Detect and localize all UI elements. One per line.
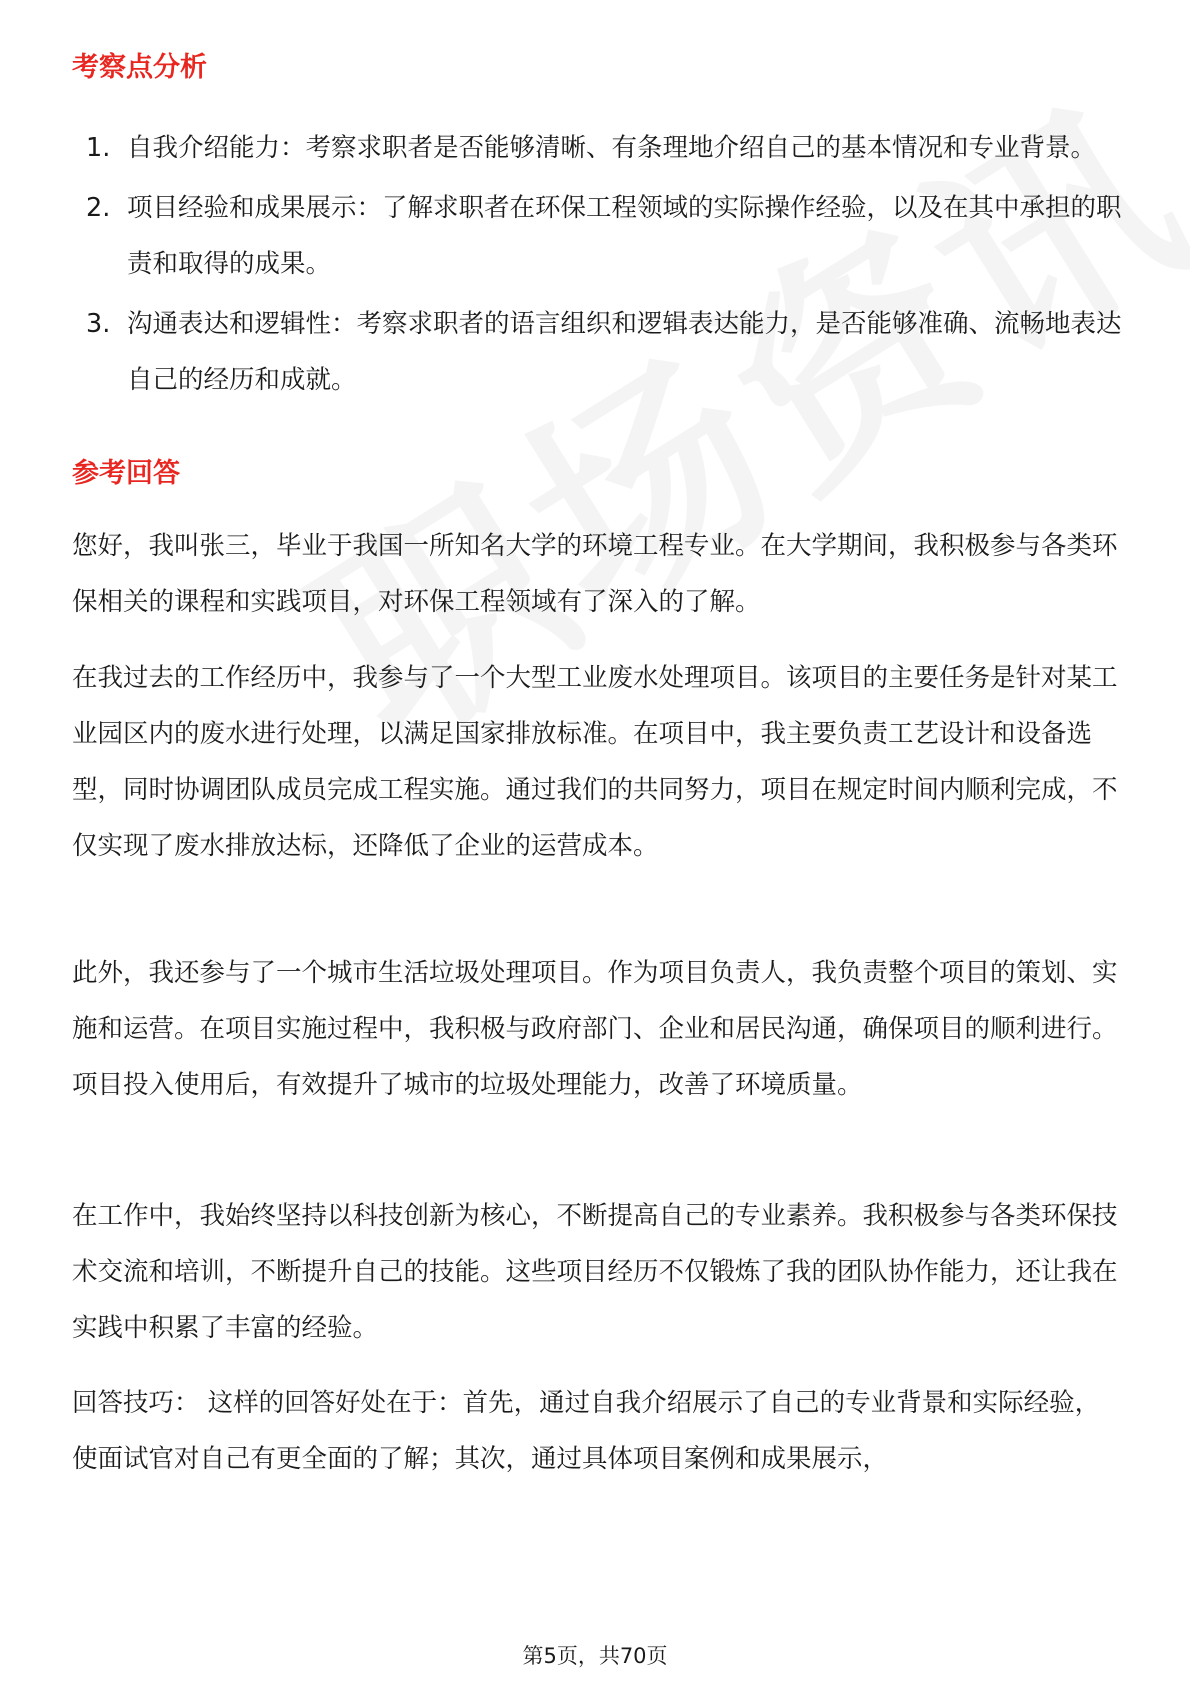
list-item xyxy=(72,296,1122,408)
list-item xyxy=(72,180,1122,292)
list-item-number: 1. xyxy=(86,133,111,163)
list-item-number: 3. xyxy=(86,309,111,339)
paragraph: 在工作中，我始终坚持以科技创新为核心，不断提高自己的专业素养。我积极参与各类环保技术交流和培训，不断提升自己的技能。这些项目经历不仅锻炼了我的团队协作能力，还让我在实践中积累了丰富的经验。 xyxy=(72,1201,1118,1343)
section-title-reference: 参考回答 xyxy=(72,458,180,489)
page-number-footer: 第5页，共70页 xyxy=(522,1644,668,1668)
paragraph: 此外，我还参与了一个城市生活垃圾处理项目。作为项目负责人，我负责整个项目的策划、实施和运营。在项目实施过程中，我积极与政府部门、企业和居民沟通，确保项目的顺利进行。项目投入使用后，有效提升了城市的垃圾处理能力，改善了环境质量。 xyxy=(72,958,1118,1100)
list-item xyxy=(72,120,1122,176)
paragraph: 在我过去的工作经历中，我参与了一个大型工业废水处理项目。该项目的主要任务是针对某工业园区内的废水进行处理，以满足国家排放标准。在项目中，我主要负责工艺设计和设备选型，同时协调团队成员完成工程实施。通过我们的共同努力，项目在规定时间内顺利完成，不仅实现了废水排放达标，还降低了企业的运营成本。 xyxy=(72,663,1118,861)
list-item-text: 自我介绍能力：考察求职者是否能够清晰、有条理地介绍自己的基本情况和专业背景。 xyxy=(127,133,1097,163)
section-title-analysis: 考察点分析 xyxy=(72,52,207,83)
paragraph: 回答技巧： 这样的回答好处在于：首先，通过自我介绍展示了自己的专业背景和实际经验，使面试官对自己有更全面的了解；其次，通过具体项目案例和成果展示， xyxy=(72,1388,1101,1474)
analysis-points-list xyxy=(72,120,1122,412)
list-item-text: 项目经验和成果展示：了解求职者在环保工程领域的实际操作经验，以及在其中承担的职责和取得的成果。 xyxy=(127,193,1122,279)
list-item-text: 沟通表达和逻辑性：考察求职者的语言组织和逻辑表达能力，是否能够准确、流畅地表达自己的经历和成就。 xyxy=(127,309,1122,395)
list-item-number: 2. xyxy=(86,193,111,223)
paragraph: 您好，我叫张三，毕业于我国一所知名大学的环境工程专业。在大学期间，我积极参与各类环保相关的课程和实践项目，对环保工程领域有了深入的了解。 xyxy=(72,531,1118,617)
